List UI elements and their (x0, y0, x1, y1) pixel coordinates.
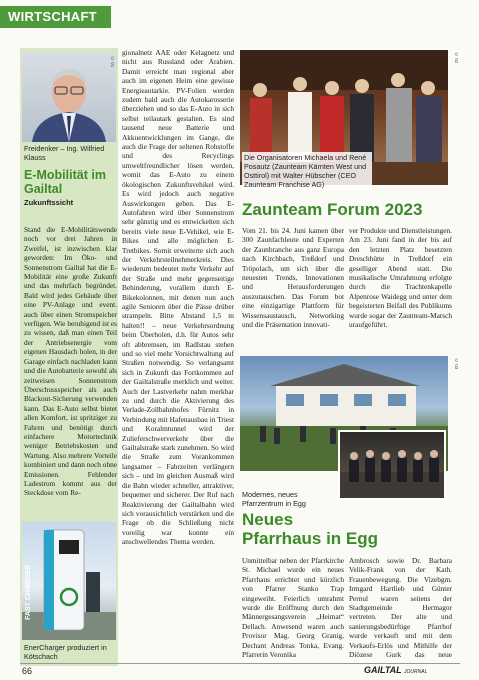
article-kicker: Zukunftssicht (24, 198, 74, 207)
article-headline-zaunteam: Zaunteam Forum 2023 (242, 200, 423, 219)
section-label: WIRTSCHAFT (0, 6, 111, 28)
zaunteam-caption: Die Organisatoren Michaela und René Posautz (Zaunteam Kärnten West und Osttirol) mit Walter Hübscher (CEO Zaunteam Franchise AG) (242, 152, 372, 190)
charger-caption: EnerCharger produziert in Kötschach (24, 643, 107, 661)
article-headline-pfarrhaus-line1: Neues (242, 510, 294, 529)
pfarrhaus-caption: Modernes, neues Pfarrzentrum in Egg (242, 490, 306, 508)
pfarrhaus-body-col1: Unmittelbar neben der Pfarrkirche St. Michael wurde ein neues Pfarrhaus errichtet und kürzlich von Pfarrer Stanko Trap eingeweiht. Feierlich umrahmt wurde die Eröffnung durch den Männergesangsverein „Heimat“ Dellach. Anwesend waren auch Provisor Mag. Georg Granig, Dechant Andreas Tonka, Evang. Pfarrerin Veronika (242, 556, 344, 660)
zaunteam-body-col1: Vom 21. bis 24. Juni kamen über 300 Zaunfachleute und Experten der Zaunbranche aus ganz Europa nach Kirchbach, Treßdorf und Tröpolach, um sich über die neuesten Trends, Innovationen und Herausforderungen auszutauschen. Das Forum bot eine einzigartige Plattform für Wissensaustausch, Networking und die Präsentation innovati- (242, 226, 344, 330)
article-headline-emobility: E-Mobilität im Gailtal (24, 168, 106, 196)
zaunteam-body-col2: ver Produkte und Dienstleistungen. Am 23. Juni fand in der bis auf den letzten Platz besetzten Dreschhütte in Treßdorf ein geselliger Abend statt. Die musikalische Umrahmung erfolgte durch die Trachtenkapelle Alpenrose Waidegg und unter dem begeisterten Beifall des Publikums wurde sogar der Zaunteam-Marsch uraufgeführt. (349, 226, 452, 330)
photo-credit: © 03 (454, 358, 459, 370)
portrait-photo (22, 52, 116, 142)
article-headline-pfarrhaus-line2: Pfarrhaus in Egg (242, 529, 379, 548)
page-number: 66 (22, 666, 33, 676)
pfarrhaus-body-col2: Ambrosch sowie Dr. Barbara Velik-Frank von der Kath. Frauenbewegung. Die Vizebgm. Irmgard Hartlieb und Günter Pernul waren seitens der Stadtgemeinde Hermagor vertreten. Der alte und sanierungsbedürftige Pfarrhof wurde verkauft und mit dem Verkaufs-Erlös und Mithilfe der Diözese Gurk das neue (349, 556, 452, 660)
footer-brand: GAILTAL JOURNAL (364, 665, 428, 675)
pfarrhaus-inset-photo (338, 430, 446, 500)
article-body-col1: Stand die E-Mobilitätswende noch vor drei Jahren in Zweifel, ist inzwischen klar geworden: Im Öko- und Sonnenstrom Gailtal hat die E-Mobilität eine große Zukunft und das mehrfach begründet. Bald wird jedes Gebäude über eine PV-Anlage und event. auch über einen Stromspeicher verfügen. Wie beruhigend ist es zu wissen, daß man einen Teil der Antriebsenergie vom eigenen Hausdach holen, in der Garage einfach nachladen kann und die Autobatterie sowohl als zeitweisen Sonnenstrom Überschussspeicher als auch Blackout-Sicherung verwenden kann. Das E-Auto selbst bietet allen Komfort, ist spritziger zu Fahren und benötigt durch einfachere Motortechnik weniger Betriebskosten und Wartung. Also mehrere Vorteile kombiniert und dann noch ohne Emissionen. Fehlender Ladestrom kommt aus der Steckdose vom Re- (24, 225, 117, 498)
footer-divider (20, 663, 460, 664)
charger-sign-text: FAST CHARGER (25, 564, 32, 620)
article-body-col2: gionalnetz AAE oder Kelagnetz und nicht aus Russland oder Arabien. Damit erreicht man regional aber auch im eigenen Heim eine gewisse Energieautarkie. PV-Folien werden zudem bald auch die Autokarosserie überziehen und so das E-Auto in sich selbst teilautark gestalten. Es sind tausend neue Batterie und Akkuentwicklungen im Gange, die auch die Frage der seltenen Rohstoffe und des Recyclings umweltfreundlicher lösen werden, womit das E-Auto zu einem ökologischen Zukunftsvehikel wird. Es wird jedoch auch negative Auswirkungen geben. Das E-Autofahren wird über Sonnenstrom sehr günstig und es entwickelten sich bereits viele neue E-Vehikel, wie E-Bikes und alle möglichen E-Tretbikes. Somit erweiterte sich auch der Verkehrsteilnehmerkreis. Dies wiederum bedeutet mehr Verkehr auf der Straße und mehr gegenseitige Behinderung, vorallem durch E-Bikekolonnen, mit denen nun auch agile Senioren über die Pässe drüber strampeln. Bitte Abstand 1,5 m halten!! – neue Verkehrsordnung beim Überholen, d.h. für Autos sehr oft abbremsen, im Radlstau stehen und so viel mehr Vorsichtwaltung auf Straßen notwendig. So verlangsamt sich in Zukunft das Fortkommen auf der Gailtalstraße merklich und weiter. Auch der Lastverkehr nahm merkbar zu und durch die Aktivierung des Verlade-Zollbahnhofes Fürnitz in Verbindung mit Hafenausbau in Triest und Koralmtunnel wird der Zulieferschwerverkehr über die Gailtalstraße stark zunehmen. So wird die Straße zum Vorankommen langsamer – Fahrzeiten verlängern sich – und im gleichen Ausmaß wird die Bahn wieder schneller, attraktiver, bequemer und sicherer. Der Ruf nach Reaktivierung der Gailtalbahn wird sich vorausichtlich verstärken und die Frage ob die Schließung nicht voreilig war konnte ein anschwellendes Thema werden. (122, 48, 234, 547)
photo-credit: © 02 (454, 52, 459, 64)
portrait-caption: Freidenker – Ing. Wilfried Klauss (24, 144, 105, 162)
photo-credit: © 01 (110, 56, 115, 68)
